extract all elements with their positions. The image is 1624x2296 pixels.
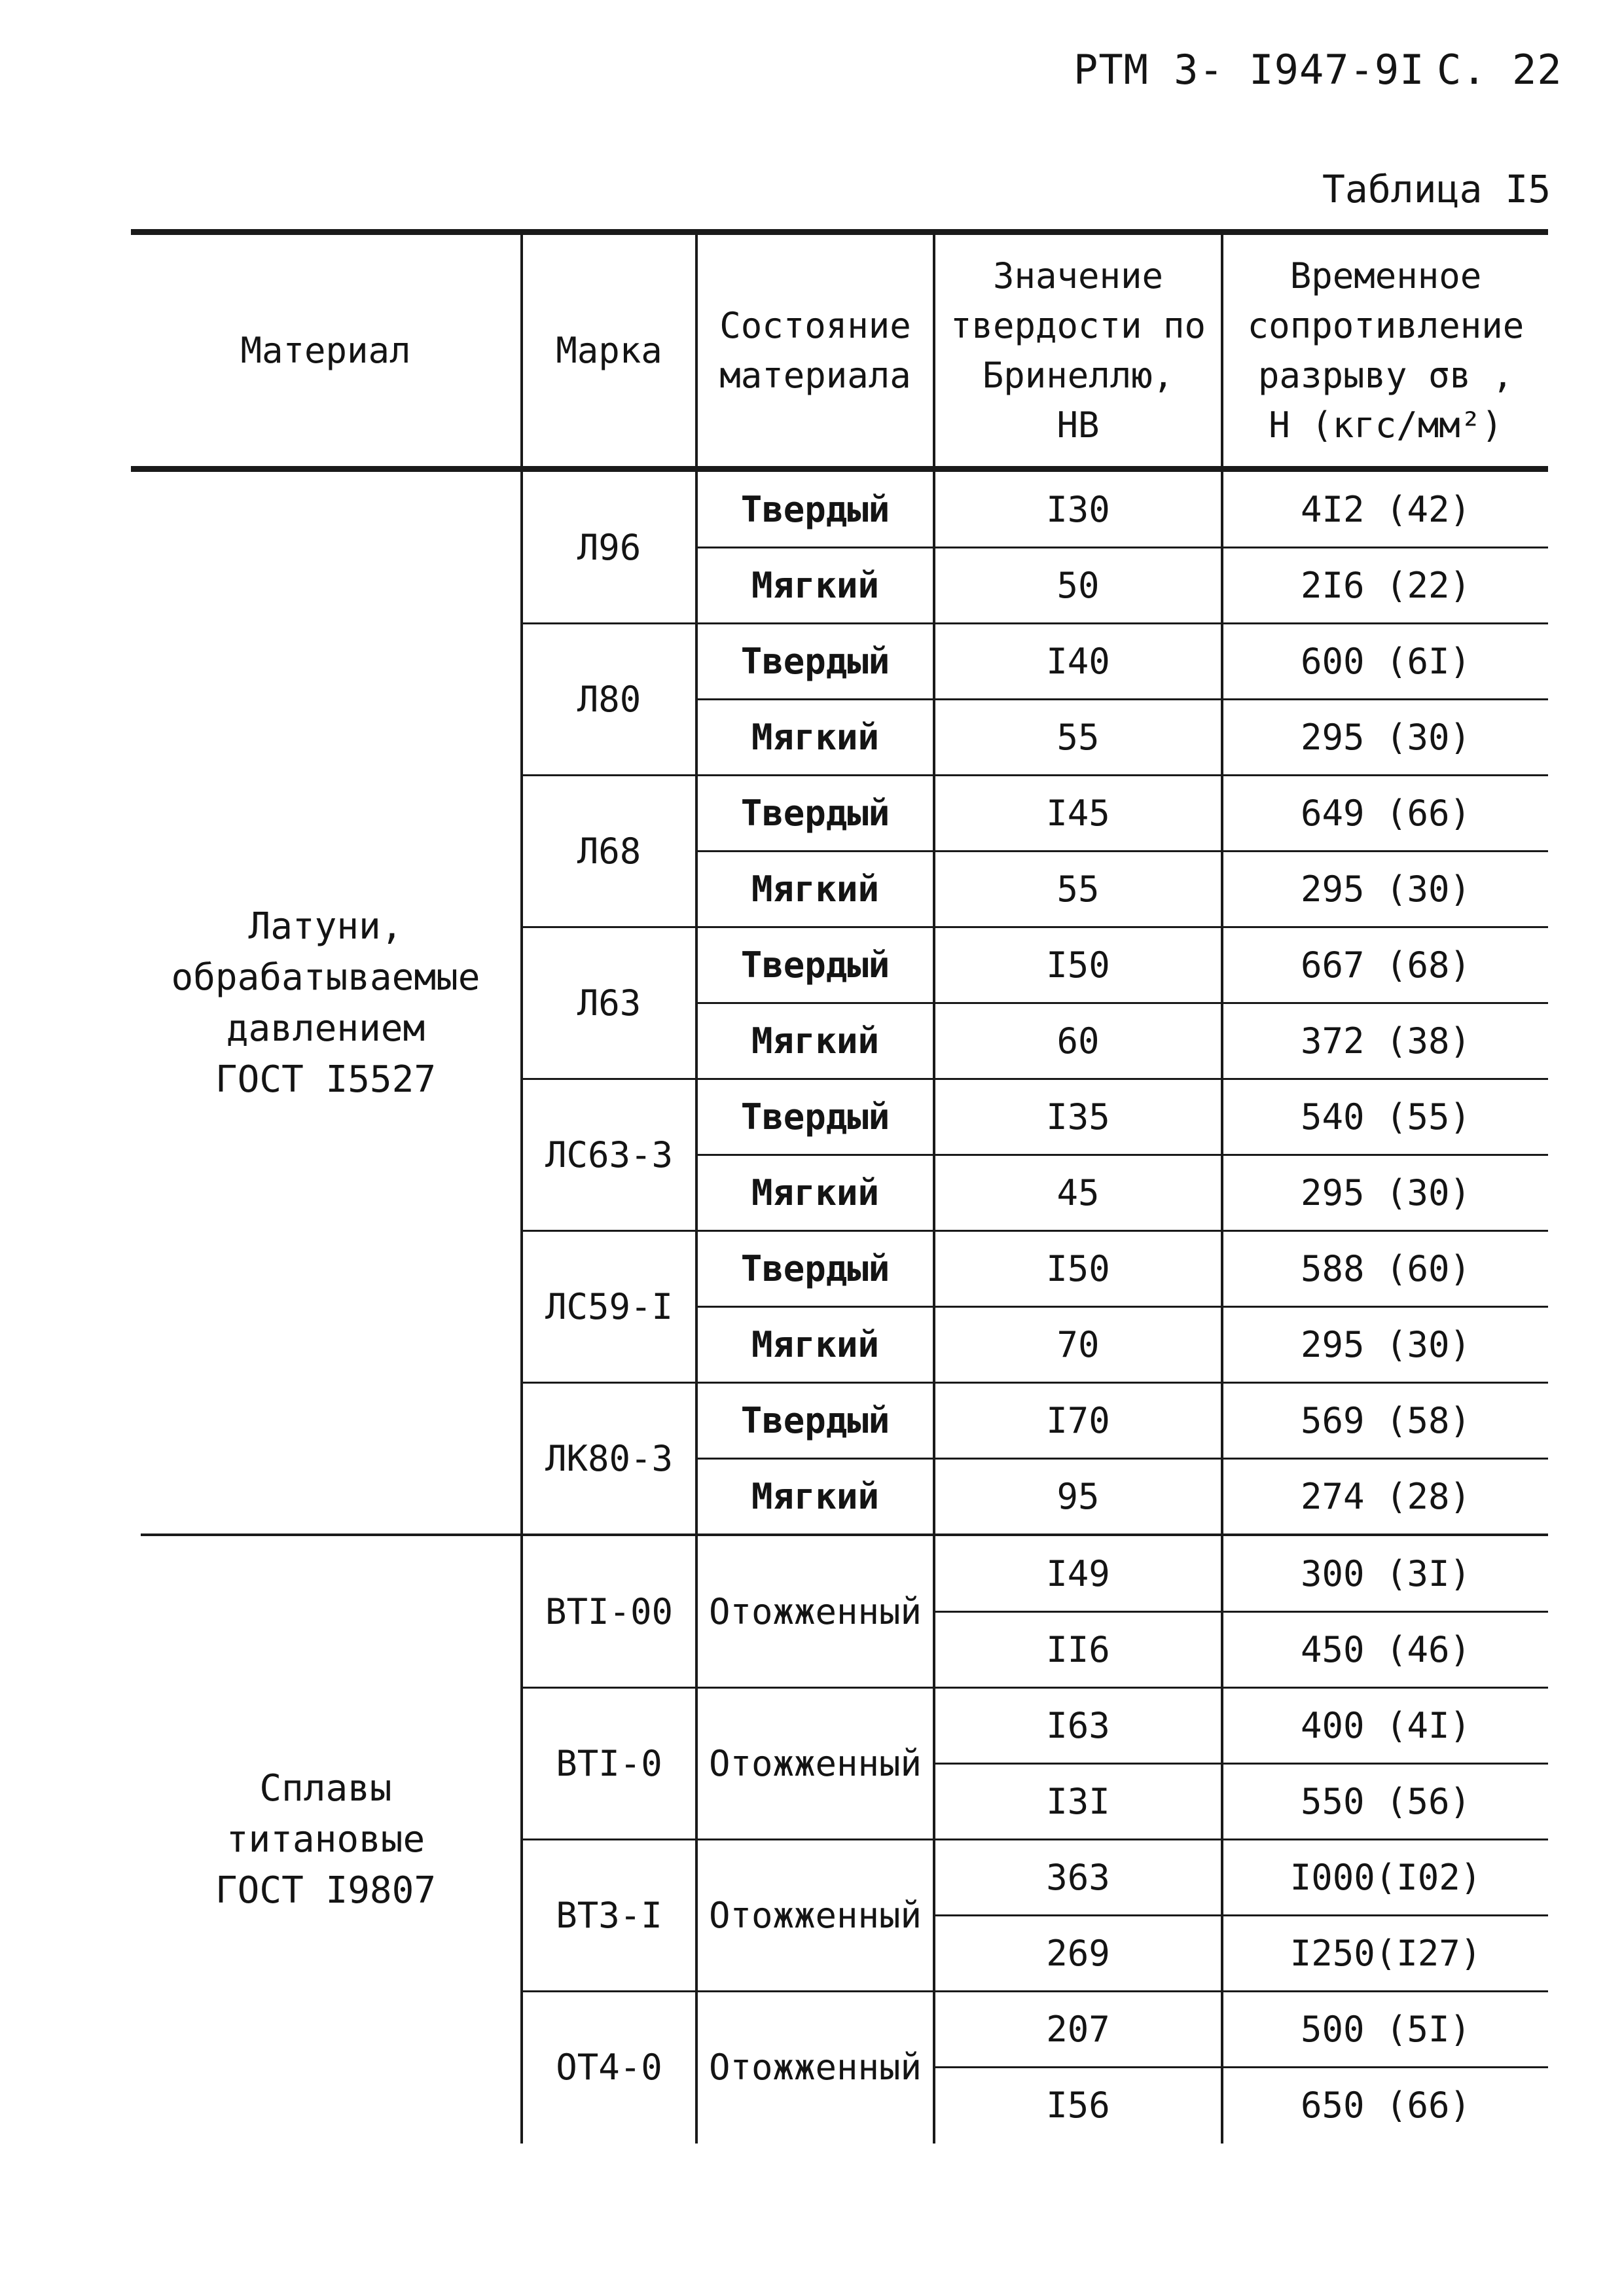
strength-cell: 550 (56) xyxy=(1300,1781,1471,1822)
header-state-line: материала xyxy=(719,354,911,396)
strength-cell: 295 (30) xyxy=(1300,717,1471,758)
material-cell-line: титановые xyxy=(226,1818,425,1861)
hardness-cell: I40 xyxy=(1046,641,1110,682)
grade-cell: Л80 xyxy=(577,679,641,720)
column-rule xyxy=(695,229,698,466)
column-rule xyxy=(695,472,698,1535)
strength-cell: 649 (66) xyxy=(1300,793,1471,834)
hardness-cell: I49 xyxy=(1046,1553,1110,1594)
state-cell: Твердый xyxy=(740,1400,890,1441)
header-strength xyxy=(1223,235,1548,466)
strength-cell: 588 (60) xyxy=(1300,1248,1471,1289)
header-material-line: Материал xyxy=(240,329,411,371)
header-material xyxy=(131,235,520,466)
material-cell-line: обрабатываемые xyxy=(171,956,480,999)
state-cell: Твердый xyxy=(740,1248,890,1289)
header-hardness xyxy=(935,235,1221,466)
hardness-cell: 363 xyxy=(1046,1857,1110,1898)
strength-cell: I000(I02) xyxy=(1290,1857,1482,1898)
strength-cell: I250(I27) xyxy=(1290,1933,1482,1974)
header-hardness-line: НВ xyxy=(1056,404,1100,446)
state-cell: Твердый xyxy=(740,641,890,682)
material-cell-line: ГОСТ I5527 xyxy=(215,1058,437,1101)
strength-cell: 500 (5I) xyxy=(1300,2009,1471,2050)
strength-cell: 667 (68) xyxy=(1300,944,1471,986)
grade-cell: Л68 xyxy=(577,831,641,872)
hardness-cell: I56 xyxy=(1046,2085,1110,2126)
material-cell xyxy=(131,472,520,1535)
column-rule xyxy=(520,472,523,1535)
hardness-cell: 50 xyxy=(1056,565,1100,606)
column-rule xyxy=(695,1536,698,2144)
column-rule xyxy=(520,1536,523,2144)
grade-cell: Л96 xyxy=(577,527,641,568)
strength-cell: 274 (28) xyxy=(1300,1476,1471,1517)
strength-cell: 600 (6I) xyxy=(1300,641,1471,682)
strength-cell: 300 (3I) xyxy=(1300,1553,1471,1594)
hardness-cell: 269 xyxy=(1046,1933,1110,1974)
state-cell: Мягкий xyxy=(751,1020,880,1062)
state-cell: Мягкий xyxy=(751,1172,880,1213)
state-cell: Отожженный xyxy=(708,2047,922,2088)
state-cell: Отожженный xyxy=(708,1743,922,1784)
state-cell: Мягкий xyxy=(751,717,880,758)
hardness-cell: I35 xyxy=(1046,1096,1110,1138)
state-cell: Твердый xyxy=(740,944,890,986)
grade-cell: ОТ4-0 xyxy=(556,2047,662,2088)
hardness-cell: I3I xyxy=(1046,1781,1110,1822)
grade-cell: Л63 xyxy=(577,982,641,1024)
page-number: С. 22 xyxy=(1437,46,1562,94)
strength-cell: 2I6 (22) xyxy=(1300,565,1471,606)
state-cell: Мягкий xyxy=(751,869,880,910)
strength-cell: 650 (66) xyxy=(1300,2085,1471,2126)
column-rule xyxy=(933,472,935,1535)
grade-cell: ЛС63-3 xyxy=(545,1134,674,1175)
hardness-cell: I50 xyxy=(1046,1248,1110,1289)
grade-cell: ЛК80-3 xyxy=(545,1438,674,1479)
grade-cell: ВТI-0 xyxy=(556,1743,662,1784)
hardness-cell: 55 xyxy=(1056,869,1100,910)
material-cell-line: Сплавы xyxy=(259,1767,392,1810)
hardness-cell: I45 xyxy=(1046,793,1110,834)
header-grade-line: Марка xyxy=(556,329,662,371)
header-state-line: Состояние xyxy=(719,304,911,346)
header-state xyxy=(698,235,933,466)
material-cell-line: Латуни, xyxy=(248,905,403,948)
state-cell: Твердый xyxy=(740,489,890,530)
state-cell: Отожженный xyxy=(708,1591,922,1632)
state-cell: Мягкий xyxy=(751,1324,880,1365)
header-hardness-line: Бринеллю, xyxy=(982,354,1174,396)
header-strength-line: Временное xyxy=(1290,255,1482,296)
header-strength-line: сопротивление xyxy=(1247,304,1525,346)
column-rule xyxy=(933,1536,935,2144)
strength-cell: 295 (30) xyxy=(1300,869,1471,910)
material-cell-line: давлением xyxy=(226,1007,425,1050)
hardness-cell: 207 xyxy=(1046,2009,1110,2050)
column-rule xyxy=(1221,229,1223,466)
state-cell: Отожженный xyxy=(708,1895,922,1936)
hardness-cell: 70 xyxy=(1056,1324,1100,1365)
material-cell-line: ГОСТ I9807 xyxy=(215,1869,437,1912)
hardness-cell: 45 xyxy=(1056,1172,1100,1213)
state-cell: Твердый xyxy=(740,1096,890,1138)
strength-cell: 4I2 (42) xyxy=(1300,489,1471,530)
header-strength-line: разрыву σв , xyxy=(1257,354,1514,396)
table-top-rule xyxy=(131,229,1548,235)
grade-cell: ЛС59-I xyxy=(545,1286,674,1327)
strength-cell: 569 (58) xyxy=(1300,1400,1471,1441)
grade-cell: ВТI-00 xyxy=(545,1591,674,1632)
column-rule xyxy=(520,229,523,466)
header-bottom-rule xyxy=(131,466,1548,472)
hardness-cell: I63 xyxy=(1046,1705,1110,1746)
material-cell xyxy=(131,1536,520,2144)
hardness-cell: II6 xyxy=(1046,1629,1110,1670)
hardness-cell: 95 xyxy=(1056,1476,1100,1517)
hardness-cell: I30 xyxy=(1046,489,1110,530)
strength-cell: 372 (38) xyxy=(1300,1020,1471,1062)
state-cell: Твердый xyxy=(740,793,890,834)
column-rule xyxy=(1221,472,1223,1535)
header-hardness-line: Значение xyxy=(992,255,1164,296)
document-code: РТМ 3- I947-9I xyxy=(1074,46,1425,94)
hardness-cell: 55 xyxy=(1056,717,1100,758)
column-rule xyxy=(1221,1536,1223,2144)
hardness-cell: I50 xyxy=(1046,944,1110,986)
strength-cell: 450 (46) xyxy=(1300,1629,1471,1670)
header-hardness-line: твердости по xyxy=(950,304,1206,346)
hardness-cell: I70 xyxy=(1046,1400,1110,1441)
strength-cell: 400 (4I) xyxy=(1300,1705,1471,1746)
strength-cell: 295 (30) xyxy=(1300,1172,1471,1213)
column-rule xyxy=(933,229,935,466)
state-cell: Мягкий xyxy=(751,1476,880,1517)
header-grade xyxy=(523,235,695,466)
grade-cell: ВТ3-I xyxy=(556,1895,662,1936)
strength-cell: 295 (30) xyxy=(1300,1324,1471,1365)
state-cell: Мягкий xyxy=(751,565,880,606)
hardness-cell: 60 xyxy=(1056,1020,1100,1062)
table-title: Таблица I5 xyxy=(1322,167,1551,211)
strength-cell: 540 (55) xyxy=(1300,1096,1471,1138)
header-strength-line: Н (кгс/мм²) xyxy=(1269,404,1503,446)
